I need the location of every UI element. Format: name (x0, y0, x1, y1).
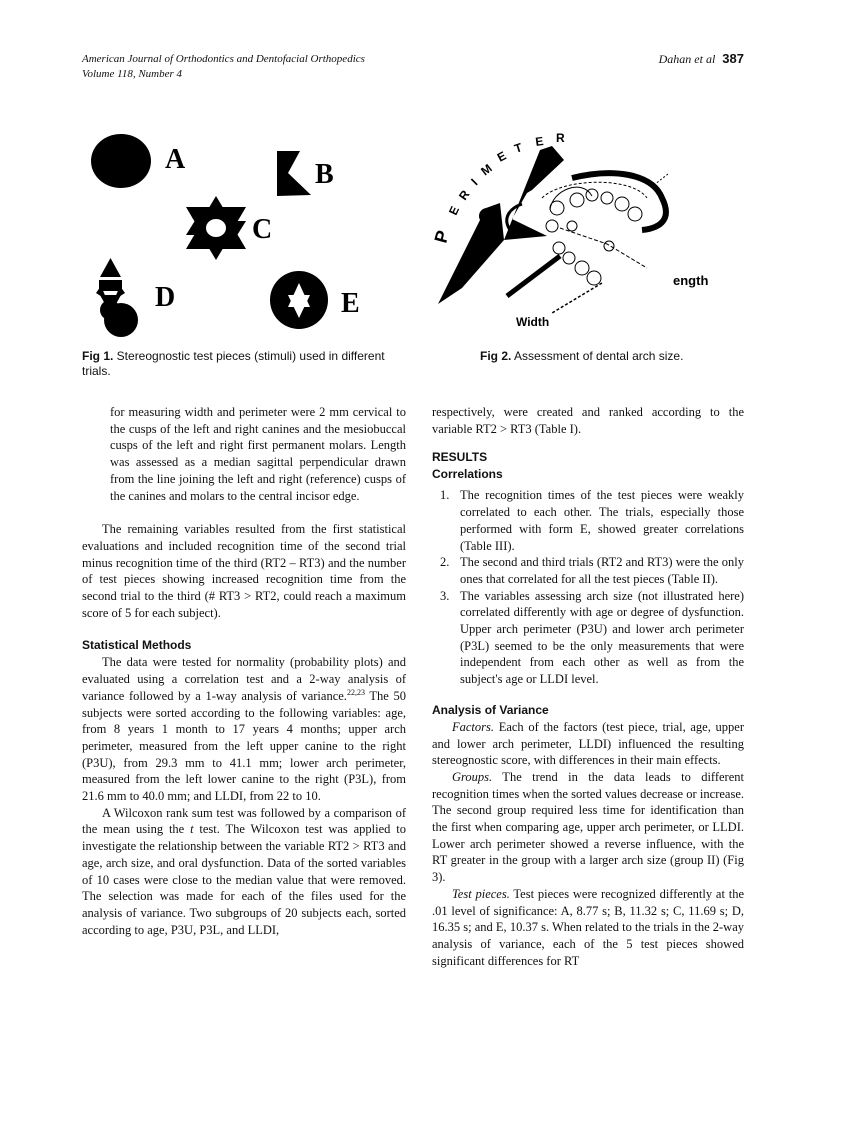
dental-arch-illustration (432, 118, 752, 338)
t-test-italic: t (190, 822, 194, 837)
paragraph-remaining-variables: The remaining variables resulted from the first statistical evaluations and included recognition time of the second trial minus recognition time of the third (RT2 – RT3) and the number of test pieces showing increased recognition time from the second trial to the third (# RT3 > RT2, could reach a maximum score of 5 for each subject). (82, 522, 406, 620)
svg-text:P: P (432, 228, 453, 246)
piece-e-label: E (341, 288, 360, 319)
test-pieces-label: Test pieces. (452, 886, 510, 901)
figure-2-arch-size (432, 118, 752, 338)
piece-c-star-icon (186, 196, 246, 260)
caliper-icon (438, 146, 564, 304)
figure-1-label: Fig 1. (82, 349, 114, 363)
paragraph-statistical-methods (82, 654, 406, 804)
list-item (432, 487, 744, 554)
svg-text:M: M (478, 161, 495, 179)
factors-text: Each of the factors (test piece, trial, age, upper and lower arch perimeter, LLDI) influenced the resulting stereognostic score, with differences in their main effects. (432, 719, 744, 768)
figure-1-test-pieces (80, 118, 400, 338)
svg-text:E: E (446, 204, 463, 218)
groups-label: Groups. (452, 769, 493, 784)
groups-text: The trend in the data leads to different recognition times when the sorted values decrease or increase. The second group required less time for identification than the first when comparing age, upper arch perimeter, or LLDI. Lower arch perimeter showed a reverse influence, with the RT greater in the group with a larger arch size (group II) (Fig 3). (432, 769, 744, 885)
figure-2-caption-text: Assessment of dental arch size. (511, 349, 684, 363)
running-head-page (659, 51, 744, 67)
svg-text:E: E (534, 133, 545, 149)
volume-issue: Volume 118, Number 4 (82, 68, 183, 80)
citation-superscript: 22,23 (346, 687, 365, 697)
paragraph-measurement-continuation: for measuring width and perimeter were 2 mm cervical to the cusps of the left and right canines and the mesiobuccal cusps of the left and right first permanent molars. Length was assessed as a median sagittal perpendicular drawn from the line joining the left and right (reference) cusps of the canines and molars to the central incisor edge. (110, 405, 406, 503)
right-column (432, 404, 744, 969)
author-short: Dahan et al (658, 52, 716, 66)
test-pieces-illustration (80, 118, 400, 338)
heading-analysis-of-variance: Analysis of Variance (432, 702, 549, 717)
heading-statistical-methods: Statistical Methods (82, 638, 192, 653)
test-pieces-text: Test pieces were recognized differently at the .01 level of significance: A, 8.77 s; B, 11.32 s; C, 11.69 s; D, 16.35 s; and E, 10.37 s. When related to the trials in the 2-way analysis of variance, each of the 5 test pieces showed significant differences for RT (432, 886, 744, 968)
piece-d-label: D (155, 282, 176, 313)
svg-text:I: I (468, 175, 481, 189)
piece-a-circle-icon (91, 134, 151, 188)
paragraph-wilcoxon (82, 805, 406, 939)
list-item-text: The second and third trials (RT2 and RT3) were the only ones that correlated for all the test pieces (Table II). (460, 555, 744, 586)
paragraph-respectively: respectively, were created and ranked according to the variable RT2 > RT3 (Table I). (432, 405, 744, 436)
piece-b-label: B (315, 159, 334, 190)
figure-1-caption (82, 349, 412, 379)
list-continuation (82, 404, 406, 504)
piece-e-circle-star-icon (270, 271, 328, 329)
figure-2-caption (480, 349, 780, 364)
piece-a-label: A (165, 144, 186, 175)
paragraph-test-pieces (432, 886, 744, 970)
list-item-number: 2. (440, 555, 450, 570)
list-item-number: 3. (440, 588, 450, 603)
figure-2-label: Fig 2. (480, 349, 512, 363)
paragraph-groups (432, 769, 744, 886)
wilcoxon-text-b: test. The Wilcoxon test was applied to investigate the relationship between the variable RT2 > RT3 and age, arch size, and oral dysfunction. Data of the sorted variables of 10 cases were close to the median value that were removed. The selection was made for each of the files used for the analysis of variance. Two subgroups of 20 subjects each, sorted according to age, P3U, P3L, and LLDI, (82, 822, 406, 937)
left-column (82, 404, 406, 938)
length-label: ength (673, 273, 709, 288)
piece-c-label: C (252, 214, 273, 245)
journal-title: American Journal of Orthodontics and Dentofacial Orthopedics (82, 53, 365, 65)
piece-d-star-circle-icon (96, 258, 138, 337)
running-head-journal (82, 52, 365, 82)
piece-b-flag-icon (277, 151, 311, 196)
stats-text-a: The data were tested for normality (probability plots) and evaluated using a correlation test and a 2-way analysis of variance followed by a 1-way analysis of variance. (82, 655, 406, 703)
svg-text:R: R (556, 131, 565, 145)
paragraph-factors (432, 719, 744, 769)
correlations-list (432, 487, 744, 687)
svg-text:R: R (455, 187, 473, 203)
heading-correlations: Correlations (432, 467, 503, 482)
list-item (432, 588, 744, 688)
factors-label: Factors. (452, 719, 495, 734)
list-item-text: The variables assessing arch size (not illustrated here) correlated differently with age or degree of dysfunction. Upper arch perimeter (P3U) and lower arch perimeter (P3L) seemed to be the only measurements that were independent from each other as well as from the subject's age or LLDI level. (460, 588, 744, 687)
svg-text:E: E (494, 148, 509, 165)
svg-text:T: T (512, 140, 524, 156)
dental-arch-icon (542, 173, 668, 313)
list-item (432, 554, 744, 587)
list-item-number: 1. (440, 488, 450, 503)
page-number: 387 (722, 51, 744, 66)
figure-1-caption-text: Stereognostic test pieces (stimuli) used in different trials. (82, 349, 385, 378)
wilcoxon-text-a: A Wilcoxon rank sum test was followed by a comparison of the mean using the (82, 805, 406, 837)
heading-results: RESULTS (432, 450, 488, 465)
width-label: Width (516, 315, 550, 329)
stats-text-b: The 50 subjects were sorted according to the following variables: age, from 8 years 1 month to 17 years 4 months; upper arch perimeter, measured from the left upper canine to the right (P3U), from 29.3 mm to 41.1 mm; lower arch perimeter, measured from the left lower canine to the right (P3L), from 21.6 mm to 40.0 mm; and LLDI, from 22 to 10. (82, 688, 406, 804)
list-item-text: The recognition times of the test pieces were weakly correlated to each other. The trials, especially those performed with form E, showed greater correlations (Table III). (460, 488, 744, 553)
